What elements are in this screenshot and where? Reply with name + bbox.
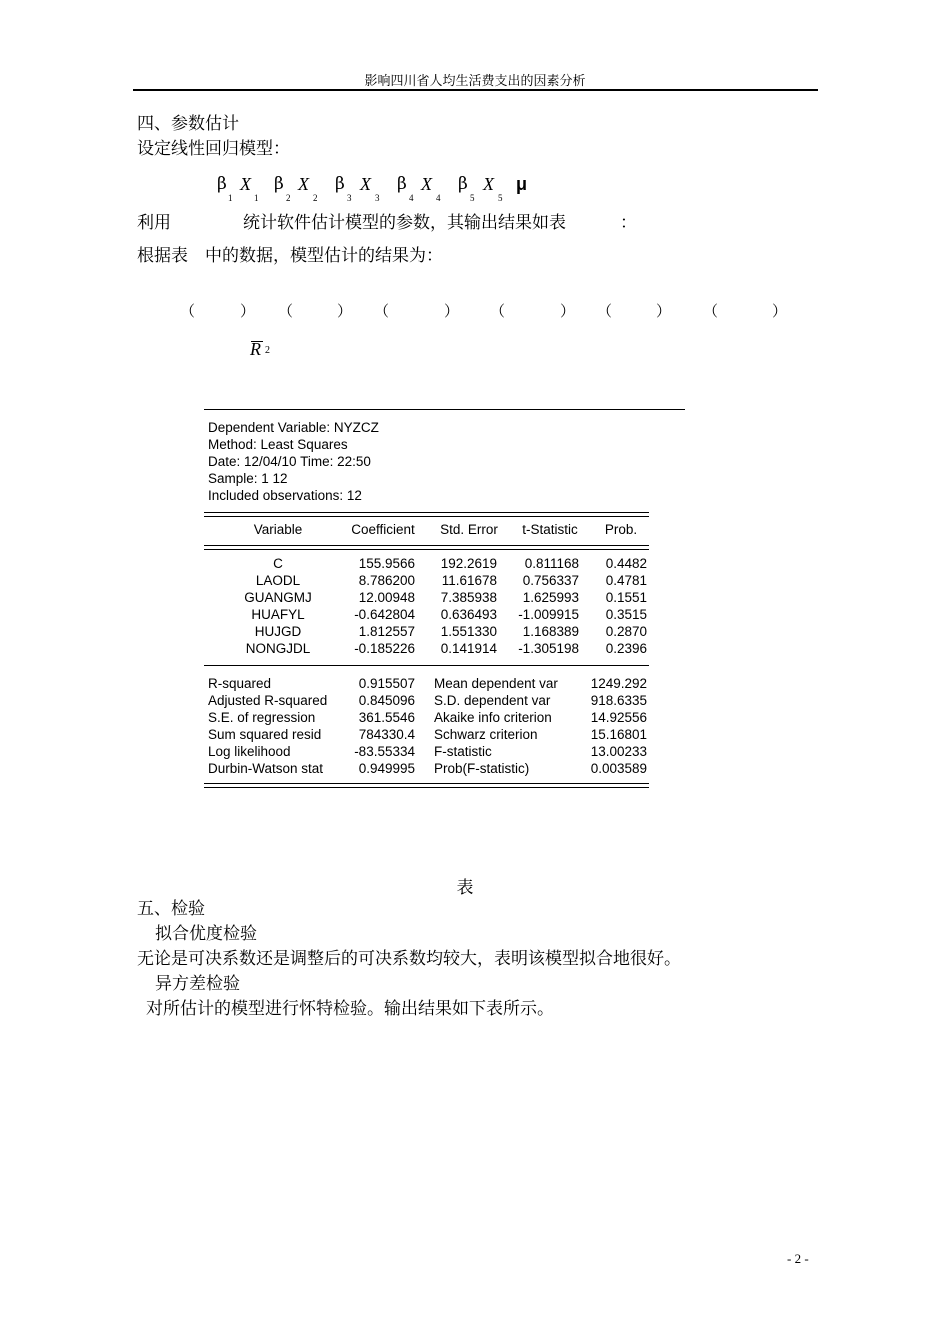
row-coefficient: -0.185226 xyxy=(354,641,415,656)
heteroskedasticity-text: 对所估计的模型进行怀特检验。输出结果如下表所示。 xyxy=(146,999,554,1019)
stat-label: Log likelihood xyxy=(208,744,291,759)
x-4: X xyxy=(421,174,432,194)
model-intro: 设定线性回归模型： xyxy=(137,139,290,159)
x-1: X xyxy=(240,174,251,194)
beta-3: β xyxy=(335,174,345,194)
col-coefficient: Coefficient xyxy=(351,522,415,537)
col-t-statistic: t-Statistic xyxy=(522,522,578,537)
stat-label-2: Akaike info criterion xyxy=(434,710,552,725)
row-std-error: 11.61678 xyxy=(441,573,497,588)
x-5-index: 5 xyxy=(498,193,503,203)
goodness-of-fit-heading: 拟合优度检验 xyxy=(155,924,257,944)
stat-value: 0.949995 xyxy=(358,761,415,776)
stat-label: Adjusted R-squared xyxy=(208,693,328,708)
stats-rule xyxy=(204,665,649,666)
beta-5-index: 5 xyxy=(470,193,475,203)
use-line-a: 利用 xyxy=(137,213,171,233)
date-time: Date: 12/04/10 Time: 22:50 xyxy=(208,454,371,469)
method: Method: Least Squares xyxy=(208,437,348,452)
use-line-c: ： xyxy=(620,213,637,233)
stat-value: -83.55334 xyxy=(354,744,415,759)
stat-value: 784330.4 xyxy=(358,727,415,742)
header-double-rule-top xyxy=(204,512,649,517)
stat-label-2: Schwarz criterion xyxy=(434,727,538,742)
beta-1-index: 1 xyxy=(228,193,233,203)
paren-close-4: ） xyxy=(560,304,576,320)
stat-label: S.E. of regression xyxy=(208,710,316,725)
row-t-stat: 0.811168 xyxy=(524,556,579,571)
row-variable: HUJGD xyxy=(254,624,302,639)
x-2-index: 2 xyxy=(313,193,318,203)
col-variable: Variable xyxy=(253,522,303,537)
eviews-top-rule xyxy=(204,409,685,410)
row-variable: NONGJDL xyxy=(245,641,311,656)
row-prob: 0.2396 xyxy=(605,641,647,656)
section-5-heading: 五、检验 xyxy=(137,899,205,919)
row-std-error: 0.141914 xyxy=(440,641,497,656)
paren-close-2: ） xyxy=(337,304,353,320)
row-t-stat: 1.168389 xyxy=(522,624,579,639)
beta-4-index: 4 xyxy=(409,193,414,203)
page-number: - 2 - xyxy=(787,1251,809,1266)
row-std-error: 192.2619 xyxy=(440,556,497,571)
mu-error-term: μ xyxy=(516,174,528,194)
stat-value-2: 13.00233 xyxy=(590,744,647,759)
beta-5: β xyxy=(458,174,468,194)
row-t-stat: -1.305198 xyxy=(518,641,579,656)
header-double-rule-bottom xyxy=(204,545,649,550)
beta-1: β xyxy=(217,174,227,194)
paren-close-3: ） xyxy=(444,304,460,320)
row-variable: GUANGMJ xyxy=(244,590,312,605)
row-coefficient: 12.00948 xyxy=(358,590,415,605)
stat-value-2: 15.16801 xyxy=(590,727,647,742)
row-prob: 0.1551 xyxy=(605,590,647,605)
result-line: 根据表 中的数据，模型估计的结果为： xyxy=(137,246,443,266)
heteroskedasticity-heading: 异方差检验 xyxy=(155,974,240,994)
x-5: X xyxy=(483,174,494,194)
row-variable: HUAFYL xyxy=(251,607,305,622)
stat-label: R-squared xyxy=(208,676,272,691)
beta-2-index: 2 xyxy=(286,193,291,203)
x-4-index: 4 xyxy=(436,193,441,203)
stat-value-2: 0.003589 xyxy=(590,761,647,776)
stat-label: Durbin-Watson stat xyxy=(208,761,324,776)
stat-label-2: Mean dependent var xyxy=(434,676,558,691)
row-prob: 0.4482 xyxy=(605,556,647,571)
paren-open-6: （ xyxy=(703,304,719,320)
row-std-error: 7.385938 xyxy=(440,590,497,605)
stat-value: 361.5546 xyxy=(358,710,415,725)
page-header-title: 影响四川省人均生活费支出的因素分析 xyxy=(364,74,586,89)
row-std-error: 1.551330 xyxy=(440,624,497,639)
row-coefficient: -0.642804 xyxy=(354,607,415,622)
row-prob: 0.3515 xyxy=(605,607,647,622)
row-coefficient: 155.9566 xyxy=(358,556,415,571)
row-coefficient: 1.812557 xyxy=(358,624,415,639)
stat-value-2: 14.92556 xyxy=(590,710,647,725)
paren-open-3: （ xyxy=(374,304,390,320)
row-variable: LAODL xyxy=(255,573,301,588)
row-prob: 0.4781 xyxy=(605,573,647,588)
x-1-index: 1 xyxy=(254,193,259,203)
stat-label: Sum squared resid xyxy=(208,727,322,742)
beta-2: β xyxy=(274,174,284,194)
stat-label-2: F-statistic xyxy=(434,744,492,759)
stat-label-2: Prob(F-statistic) xyxy=(434,761,530,776)
dependent-variable: Dependent Variable: NYZCZ xyxy=(208,420,379,435)
paren-close-6: ） xyxy=(772,304,788,320)
observations: Included observations: 12 xyxy=(208,488,362,503)
x-3-index: 3 xyxy=(375,193,380,203)
rbar-exponent: 2 xyxy=(265,345,270,356)
beta-4: β xyxy=(397,174,407,194)
paren-open-5: （ xyxy=(597,304,613,320)
paren-open-1: （ xyxy=(180,304,196,320)
table-caption: 表 xyxy=(456,878,474,898)
use-line-b: 统计软件估计模型的参数，其输出结果如表 xyxy=(243,213,566,233)
goodness-of-fit-text: 无论是可决系数还是调整后的可决系数均较大，表明该模型拟合地很好。 xyxy=(137,949,681,969)
col-std-error: Std. Error xyxy=(440,522,498,537)
stat-value-2: 918.6335 xyxy=(590,693,647,708)
paren-open-2: （ xyxy=(278,304,294,320)
row-coefficient: 8.786200 xyxy=(358,573,415,588)
stat-value-2: 1249.292 xyxy=(590,676,647,691)
paren-close-1: ） xyxy=(240,304,256,320)
x-3: X xyxy=(360,174,371,194)
footer-double-rule xyxy=(204,783,649,788)
row-t-stat: -1.009915 xyxy=(518,607,579,622)
header-rule xyxy=(133,89,818,91)
paren-close-5: ） xyxy=(656,304,672,320)
sample: Sample: 1 12 xyxy=(208,471,288,486)
row-prob: 0.2870 xyxy=(605,624,647,639)
row-t-stat: 1.625993 xyxy=(522,590,579,605)
stat-value: 0.845096 xyxy=(358,693,415,708)
section-4-heading: 四、参数估计 xyxy=(137,114,239,134)
x-2: X xyxy=(298,174,309,194)
row-variable: C xyxy=(273,556,283,571)
col-prob: Prob. xyxy=(604,522,638,537)
row-t-stat: 0.756337 xyxy=(522,573,579,588)
rbar-symbol: R xyxy=(250,339,261,359)
beta-3-index: 3 xyxy=(347,193,352,203)
stat-value: 0.915507 xyxy=(358,676,415,691)
stat-label-2: S.D. dependent var xyxy=(434,693,551,708)
paren-open-4: （ xyxy=(490,304,506,320)
row-std-error: 0.636493 xyxy=(440,607,497,622)
